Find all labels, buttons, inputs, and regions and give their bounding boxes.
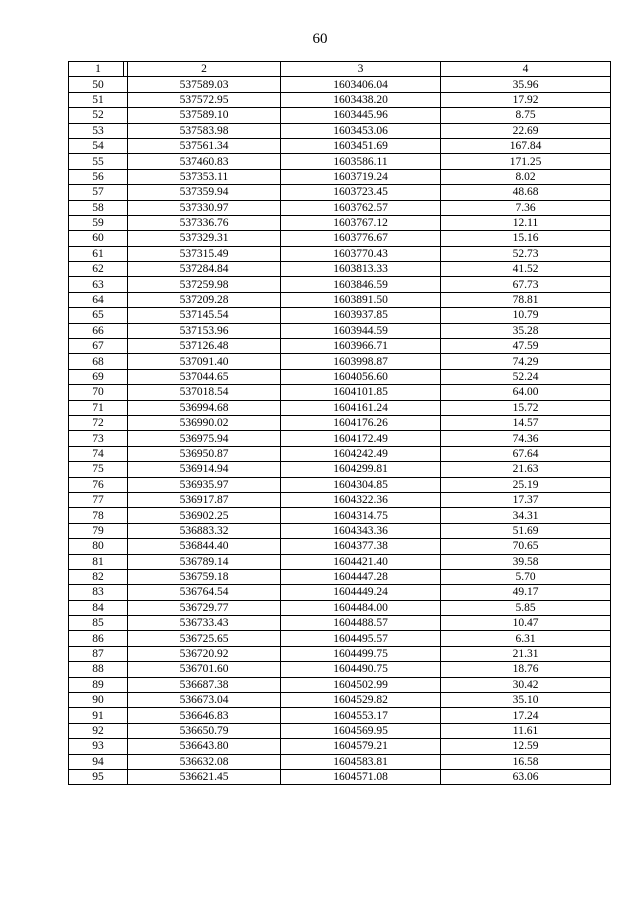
table-row xyxy=(69,677,611,692)
y-coordinate-cell: 1604176.26 xyxy=(281,415,441,430)
table-row xyxy=(69,646,611,661)
table-row xyxy=(69,400,611,415)
table-header-row xyxy=(69,62,611,77)
y-coordinate-cell: 1604579.21 xyxy=(281,739,441,754)
table-row xyxy=(69,523,611,538)
x-coordinate-cell: 536935.97 xyxy=(128,477,281,492)
y-coordinate-cell: 1603891.50 xyxy=(281,292,441,307)
y-coordinate-cell: 1603846.59 xyxy=(281,277,441,292)
x-coordinate-cell: 537589.10 xyxy=(128,108,281,123)
table-row xyxy=(69,431,611,446)
distance-cell: 16.58 xyxy=(441,754,611,769)
x-coordinate-cell: 536687.38 xyxy=(128,677,281,692)
point-number-cell: 83 xyxy=(69,585,128,600)
distance-cell: 52.24 xyxy=(441,369,611,384)
table-row xyxy=(69,185,611,200)
x-coordinate-cell: 536725.65 xyxy=(128,631,281,646)
x-coordinate-cell: 537044.65 xyxy=(128,369,281,384)
x-coordinate-cell: 536646.83 xyxy=(128,708,281,723)
y-coordinate-cell: 1604495.57 xyxy=(281,631,441,646)
x-coordinate-cell: 536883.32 xyxy=(128,523,281,538)
x-coordinate-cell: 537145.54 xyxy=(128,308,281,323)
x-coordinate-cell: 536764.54 xyxy=(128,585,281,600)
column-header-1 xyxy=(69,62,128,77)
header-divider xyxy=(123,62,124,76)
distance-cell: 74.29 xyxy=(441,354,611,369)
distance-cell: 8.75 xyxy=(441,108,611,123)
table-row xyxy=(69,569,611,584)
distance-cell: 171.25 xyxy=(441,154,611,169)
y-coordinate-cell: 1603451.69 xyxy=(281,138,441,153)
table-row xyxy=(69,154,611,169)
x-coordinate-cell: 536643.80 xyxy=(128,739,281,754)
x-coordinate-cell: 537353.11 xyxy=(128,169,281,184)
distance-cell: 64.00 xyxy=(441,385,611,400)
y-coordinate-cell: 1603966.71 xyxy=(281,339,441,354)
table-row xyxy=(69,739,611,754)
x-coordinate-cell: 537561.34 xyxy=(128,138,281,153)
x-coordinate-cell: 536673.04 xyxy=(128,693,281,708)
distance-cell: 8.02 xyxy=(441,169,611,184)
y-coordinate-cell: 1603776.67 xyxy=(281,231,441,246)
distance-cell: 51.69 xyxy=(441,523,611,538)
table-row xyxy=(69,262,611,277)
distance-cell: 39.58 xyxy=(441,554,611,569)
point-number-cell: 85 xyxy=(69,616,128,631)
y-coordinate-cell: 1604569.95 xyxy=(281,723,441,738)
x-coordinate-cell: 536733.43 xyxy=(128,616,281,631)
point-number-cell: 62 xyxy=(69,262,128,277)
y-coordinate-cell: 1604314.75 xyxy=(281,508,441,523)
distance-cell: 11.61 xyxy=(441,723,611,738)
table-row xyxy=(69,477,611,492)
table-row xyxy=(69,415,611,430)
y-coordinate-cell: 1603445.96 xyxy=(281,108,441,123)
point-number-cell: 70 xyxy=(69,385,128,400)
distance-cell: 17.24 xyxy=(441,708,611,723)
y-coordinate-cell: 1604502.99 xyxy=(281,677,441,692)
table-row xyxy=(69,108,611,123)
y-coordinate-cell: 1603438.20 xyxy=(281,92,441,107)
y-coordinate-cell: 1603770.43 xyxy=(281,246,441,261)
y-coordinate-cell: 1604571.08 xyxy=(281,769,441,784)
distance-cell: 63.06 xyxy=(441,769,611,784)
x-coordinate-cell: 537091.40 xyxy=(128,354,281,369)
table-row xyxy=(69,693,611,708)
table-row xyxy=(69,462,611,477)
table-row xyxy=(69,616,611,631)
y-coordinate-cell: 1603406.04 xyxy=(281,77,441,92)
distance-cell: 21.31 xyxy=(441,646,611,661)
distance-cell: 67.73 xyxy=(441,277,611,292)
x-coordinate-cell: 537589.03 xyxy=(128,77,281,92)
distance-cell: 17.37 xyxy=(441,492,611,507)
distance-cell: 22.69 xyxy=(441,123,611,138)
table-row xyxy=(69,308,611,323)
table-row xyxy=(69,169,611,184)
y-coordinate-cell: 1603719.24 xyxy=(281,169,441,184)
point-number-cell: 52 xyxy=(69,108,128,123)
point-number-cell: 61 xyxy=(69,246,128,261)
x-coordinate-cell: 537209.28 xyxy=(128,292,281,307)
point-number-cell: 77 xyxy=(69,492,128,507)
table-row xyxy=(69,231,611,246)
distance-cell: 15.72 xyxy=(441,400,611,415)
y-coordinate-cell: 1604490.75 xyxy=(281,662,441,677)
table-row xyxy=(69,200,611,215)
distance-cell: 78.81 xyxy=(441,292,611,307)
distance-cell: 5.70 xyxy=(441,569,611,584)
y-coordinate-cell: 1603944.59 xyxy=(281,323,441,338)
distance-cell: 12.59 xyxy=(441,739,611,754)
distance-cell: 52.73 xyxy=(441,246,611,261)
y-coordinate-cell: 1604377.38 xyxy=(281,539,441,554)
y-coordinate-cell: 1604299.81 xyxy=(281,462,441,477)
y-coordinate-cell: 1604242.49 xyxy=(281,446,441,461)
table-row xyxy=(69,292,611,307)
y-coordinate-cell: 1604583.81 xyxy=(281,754,441,769)
point-number-cell: 75 xyxy=(69,462,128,477)
distance-cell: 25.19 xyxy=(441,477,611,492)
point-number-cell: 68 xyxy=(69,354,128,369)
distance-cell: 67.64 xyxy=(441,446,611,461)
y-coordinate-cell: 1603813.33 xyxy=(281,262,441,277)
table-row xyxy=(69,138,611,153)
table-row xyxy=(69,385,611,400)
x-coordinate-cell: 537330.97 xyxy=(128,200,281,215)
distance-cell: 70.65 xyxy=(441,539,611,554)
x-coordinate-cell: 536917.87 xyxy=(128,492,281,507)
y-coordinate-cell: 1604304.85 xyxy=(281,477,441,492)
y-coordinate-cell: 1604488.57 xyxy=(281,616,441,631)
x-coordinate-cell: 536729.77 xyxy=(128,600,281,615)
x-coordinate-cell: 536844.40 xyxy=(128,539,281,554)
table-row xyxy=(69,662,611,677)
table-body xyxy=(69,77,611,785)
point-number-cell: 56 xyxy=(69,169,128,184)
table-row xyxy=(69,215,611,230)
point-number-cell: 94 xyxy=(69,754,128,769)
y-coordinate-cell: 1604449.24 xyxy=(281,585,441,600)
point-number-cell: 79 xyxy=(69,523,128,538)
distance-cell: 35.28 xyxy=(441,323,611,338)
x-coordinate-cell: 537336.76 xyxy=(128,215,281,230)
point-number-cell: 72 xyxy=(69,415,128,430)
point-number-cell: 92 xyxy=(69,723,128,738)
distance-cell: 35.96 xyxy=(441,77,611,92)
table-row xyxy=(69,585,611,600)
table-row xyxy=(69,508,611,523)
point-number-cell: 91 xyxy=(69,708,128,723)
x-coordinate-cell: 536650.79 xyxy=(128,723,281,738)
table-row xyxy=(69,554,611,569)
point-number-cell: 74 xyxy=(69,446,128,461)
point-number-cell: 59 xyxy=(69,215,128,230)
coordinates-table xyxy=(68,61,611,785)
point-number-cell: 80 xyxy=(69,539,128,554)
y-coordinate-cell: 1604484.00 xyxy=(281,600,441,615)
table-row xyxy=(69,708,611,723)
distance-cell: 7.36 xyxy=(441,200,611,215)
x-coordinate-cell: 536990.02 xyxy=(128,415,281,430)
table-row xyxy=(69,277,611,292)
distance-cell: 74.36 xyxy=(441,431,611,446)
table-row xyxy=(69,339,611,354)
table-row xyxy=(69,354,611,369)
distance-cell: 15.16 xyxy=(441,231,611,246)
y-coordinate-cell: 1604343.36 xyxy=(281,523,441,538)
table-row xyxy=(69,754,611,769)
y-coordinate-cell: 1604056.60 xyxy=(281,369,441,384)
point-number-cell: 76 xyxy=(69,477,128,492)
point-number-cell: 84 xyxy=(69,600,128,615)
distance-cell: 48.68 xyxy=(441,185,611,200)
y-coordinate-cell: 1604161.24 xyxy=(281,400,441,415)
point-number-cell: 78 xyxy=(69,508,128,523)
y-coordinate-cell: 1603998.87 xyxy=(281,354,441,369)
point-number-cell: 88 xyxy=(69,662,128,677)
point-number-cell: 90 xyxy=(69,693,128,708)
point-number-cell: 73 xyxy=(69,431,128,446)
point-number-cell: 50 xyxy=(69,77,128,92)
table-row xyxy=(69,631,611,646)
point-number-cell: 63 xyxy=(69,277,128,292)
point-number-cell: 54 xyxy=(69,138,128,153)
x-coordinate-cell: 537315.49 xyxy=(128,246,281,261)
table-row xyxy=(69,539,611,554)
y-coordinate-cell: 1603586.11 xyxy=(281,154,441,169)
distance-cell: 17.92 xyxy=(441,92,611,107)
x-coordinate-cell: 536914.94 xyxy=(128,462,281,477)
point-number-cell: 71 xyxy=(69,400,128,415)
x-coordinate-cell: 536621.45 xyxy=(128,769,281,784)
column-header-2: 2 xyxy=(128,62,281,77)
x-coordinate-cell: 537153.96 xyxy=(128,323,281,338)
x-coordinate-cell: 536950.87 xyxy=(128,446,281,461)
point-number-cell: 82 xyxy=(69,569,128,584)
x-coordinate-cell: 536632.08 xyxy=(128,754,281,769)
point-number-cell: 69 xyxy=(69,369,128,384)
table-row xyxy=(69,123,611,138)
distance-cell: 5.85 xyxy=(441,600,611,615)
distance-cell: 30.42 xyxy=(441,677,611,692)
x-coordinate-cell: 536994.68 xyxy=(128,400,281,415)
y-coordinate-cell: 1604101.85 xyxy=(281,385,441,400)
x-coordinate-cell: 537329.31 xyxy=(128,231,281,246)
y-coordinate-cell: 1604447.28 xyxy=(281,569,441,584)
distance-cell: 35.10 xyxy=(441,693,611,708)
x-coordinate-cell: 537583.98 xyxy=(128,123,281,138)
x-coordinate-cell: 537018.54 xyxy=(128,385,281,400)
point-number-cell: 51 xyxy=(69,92,128,107)
distance-cell: 41.52 xyxy=(441,262,611,277)
point-number-cell: 66 xyxy=(69,323,128,338)
distance-cell: 10.47 xyxy=(441,616,611,631)
x-coordinate-cell: 536701.60 xyxy=(128,662,281,677)
distance-cell: 14.57 xyxy=(441,415,611,430)
point-number-cell: 57 xyxy=(69,185,128,200)
distance-cell: 47.59 xyxy=(441,339,611,354)
y-coordinate-cell: 1603762.57 xyxy=(281,200,441,215)
point-number-cell: 87 xyxy=(69,646,128,661)
table-row xyxy=(69,323,611,338)
y-coordinate-cell: 1604421.40 xyxy=(281,554,441,569)
y-coordinate-cell: 1603453.06 xyxy=(281,123,441,138)
x-coordinate-cell: 537126.48 xyxy=(128,339,281,354)
column-header-label: 1 xyxy=(95,63,101,76)
y-coordinate-cell: 1603937.85 xyxy=(281,308,441,323)
point-number-cell: 67 xyxy=(69,339,128,354)
x-coordinate-cell: 536759.18 xyxy=(128,569,281,584)
x-coordinate-cell: 537284.84 xyxy=(128,262,281,277)
table-row xyxy=(69,77,611,92)
table-row xyxy=(69,492,611,507)
y-coordinate-cell: 1604553.17 xyxy=(281,708,441,723)
x-coordinate-cell: 536902.25 xyxy=(128,508,281,523)
y-coordinate-cell: 1604322.36 xyxy=(281,492,441,507)
table-row xyxy=(69,246,611,261)
distance-cell: 21.63 xyxy=(441,462,611,477)
y-coordinate-cell: 1604499.75 xyxy=(281,646,441,661)
x-coordinate-cell: 536975.94 xyxy=(128,431,281,446)
distance-cell: 12.11 xyxy=(441,215,611,230)
point-number-cell: 53 xyxy=(69,123,128,138)
distance-cell: 6.31 xyxy=(441,631,611,646)
x-coordinate-cell: 536720.92 xyxy=(128,646,281,661)
table-row xyxy=(69,92,611,107)
page-number: 60 xyxy=(312,31,328,47)
table-row xyxy=(69,769,611,784)
table-row xyxy=(69,600,611,615)
distance-cell: 34.31 xyxy=(441,508,611,523)
distance-cell: 49.17 xyxy=(441,585,611,600)
point-number-cell: 55 xyxy=(69,154,128,169)
column-header-4: 4 xyxy=(441,62,611,77)
table-row xyxy=(69,446,611,461)
point-number-cell: 95 xyxy=(69,769,128,784)
y-coordinate-cell: 1604529.82 xyxy=(281,693,441,708)
point-number-cell: 64 xyxy=(69,292,128,307)
point-number-cell: 81 xyxy=(69,554,128,569)
point-number-cell: 58 xyxy=(69,200,128,215)
x-coordinate-cell: 537572.95 xyxy=(128,92,281,107)
point-number-cell: 89 xyxy=(69,677,128,692)
x-coordinate-cell: 537259.98 xyxy=(128,277,281,292)
distance-cell: 167.84 xyxy=(441,138,611,153)
x-coordinate-cell: 536789.14 xyxy=(128,554,281,569)
table-row xyxy=(69,723,611,738)
x-coordinate-cell: 537460.83 xyxy=(128,154,281,169)
y-coordinate-cell: 1604172.49 xyxy=(281,431,441,446)
point-number-cell: 93 xyxy=(69,739,128,754)
column-header-3: 3 xyxy=(281,62,441,77)
point-number-cell: 65 xyxy=(69,308,128,323)
y-coordinate-cell: 1603767.12 xyxy=(281,215,441,230)
point-number-cell: 86 xyxy=(69,631,128,646)
point-number-cell: 60 xyxy=(69,231,128,246)
table-row xyxy=(69,369,611,384)
y-coordinate-cell: 1603723.45 xyxy=(281,185,441,200)
distance-cell: 10.79 xyxy=(441,308,611,323)
x-coordinate-cell: 537359.94 xyxy=(128,185,281,200)
distance-cell: 18.76 xyxy=(441,662,611,677)
